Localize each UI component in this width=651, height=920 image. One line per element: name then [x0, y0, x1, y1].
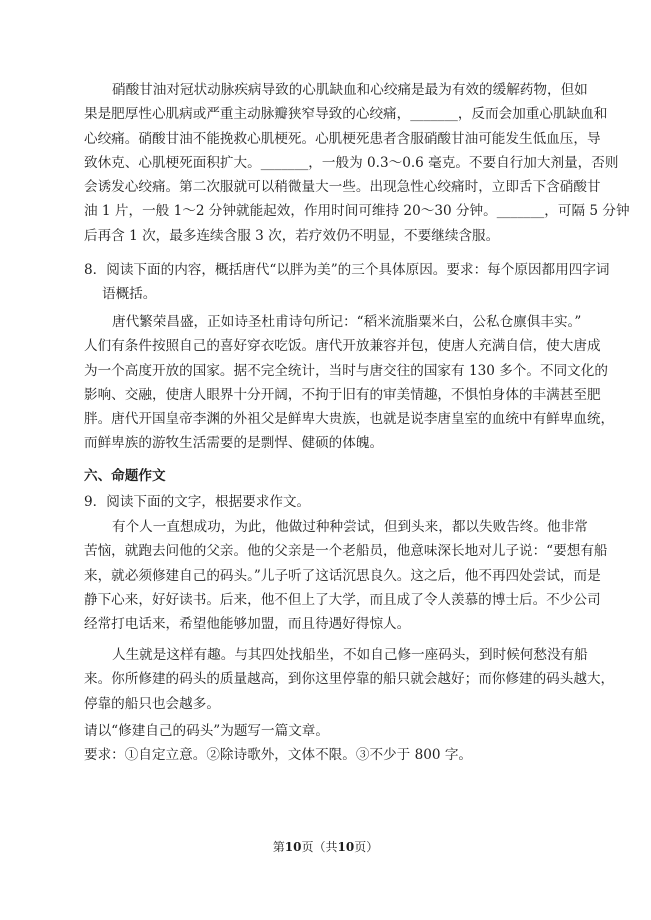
- text-line: 致休克、心肌梗死面积扩大。_______，一般为 0.3～0.6 毫克。不要自行加大剂量，否则: [84, 154, 619, 171]
- text-line: 胖。唐代开国皇帝李渊的外祖父是鲜卑大贵族，也就是说李唐皇室的血统中有鲜卑血统，: [84, 411, 615, 428]
- text-line: 停靠的船只也会越多。: [84, 695, 220, 712]
- footer-suffix: 页）: [354, 840, 379, 854]
- essay-instructions: [84, 719, 564, 768]
- text-line: 果是肥厚性心肌病或严重主动脉瓣狭窄导致的心绞痛，_______，反而会加重心肌缺血和: [84, 106, 608, 123]
- text-line: 静下心来，好好读书。后来，他不但上了大学，而且成了令人羡慕的博士后。不少公司: [84, 591, 601, 608]
- text-line: 硝酸甘油对冠状动脉疾病导致的心肌缺血和心绞痛是最为有效的缓解药物，但如: [112, 82, 588, 98]
- essay-requirements: 要求：①自定立意。②除诗歌外，文体不限。③不少于 800 字。: [84, 747, 473, 764]
- text-line: 影响、交融，使唐人眼界十分开阔，不拘于旧有的审美情趣，不惧怕身体的丰满甚至肥: [84, 386, 601, 403]
- question-text: 8．阅读下面的内容，概括唐代“以胖为美”的三个具体原因。要求：每个原因都用四字词: [84, 262, 610, 278]
- footer-prefix: 第: [272, 840, 285, 854]
- question-8: [84, 258, 610, 307]
- text-line: 有个人一直想成功，为此，他做过种种尝试，但到头来，都以失败告终。他非常: [112, 519, 588, 535]
- text-line: 来，就必须修建自己的码头。”儿子听了这话沉思良久。这之后，他不再四处尝试，而是: [84, 567, 601, 584]
- page-footer: [0, 838, 651, 855]
- passage-story: [84, 515, 608, 636]
- text-line: 人们有条件按照自己的喜好穿衣吃饭。唐代开放兼容并包，使唐人充满自信，使大唐成: [84, 338, 601, 355]
- text-line: 心绞痛。硝酸甘油不能挽救心肌梗死。心肌梗死患者含服硝酸甘油可能发生低血压，导: [84, 130, 601, 147]
- text-line: 人生就是这样有趣。与其四处找船坐，不如自己修一座码头，到时候何愁没有船: [112, 647, 588, 663]
- question-9: [84, 490, 564, 514]
- footer-mid: 页（共: [301, 840, 338, 854]
- essay-prompt: 请以“修建自己的码头”为题写一篇文章。: [84, 723, 329, 739]
- passage-life: [84, 643, 615, 716]
- text-line: 后再含 1 次，最多连续含服 3 次，若疗效仍不明显，不要继续含服。: [84, 227, 500, 244]
- passage-tang: [84, 310, 615, 456]
- footer-page-number: 10: [284, 840, 302, 854]
- text-line: 油 1 片，一般 1～2 分钟就能起效，作用时间可维持 20～30 分钟。_______，可隔 5 分钟: [84, 203, 630, 220]
- section-title: 六、命题作文: [84, 468, 166, 484]
- text-line: 而鲜卑族的游牧生活需要的是剽悍、健硕的体魄。: [84, 435, 384, 452]
- passage-nitroglycerin: [84, 78, 630, 248]
- text-line: 唐代繁荣昌盛，正如诗圣杜甫诗句所记：“稻米流脂粟米白，公私仓廪俱丰实。”: [112, 314, 582, 330]
- question-text: 9．阅读下面的文字，根据要求作文。: [84, 494, 311, 510]
- question-text: 语概括。: [102, 286, 157, 303]
- text-line: 会诱发心绞痛。第二次服就可以稍微量大一些。出现急性心绞痛时，立即舌下含硝酸甘: [84, 179, 601, 196]
- text-line: 经常打电话来，希望他能够加盟，而且待遇好得惊人。: [84, 616, 411, 633]
- text-line: 来。你所修建的码头的质量越高，到你这里停靠的船只就会越好；而你修建的码头越大，: [84, 671, 615, 688]
- footer-total-pages: 10: [337, 840, 355, 854]
- text-line: 为一个高度开放的国家。据不完全统计，当时与唐交往的国家有 130 多个。不同文化的: [84, 362, 608, 379]
- section-heading: [84, 464, 564, 488]
- text-line: 苦恼，就跑去问他的父亲。他的父亲是一个老船员，他意味深长地对儿子说：“要想有船: [84, 543, 608, 560]
